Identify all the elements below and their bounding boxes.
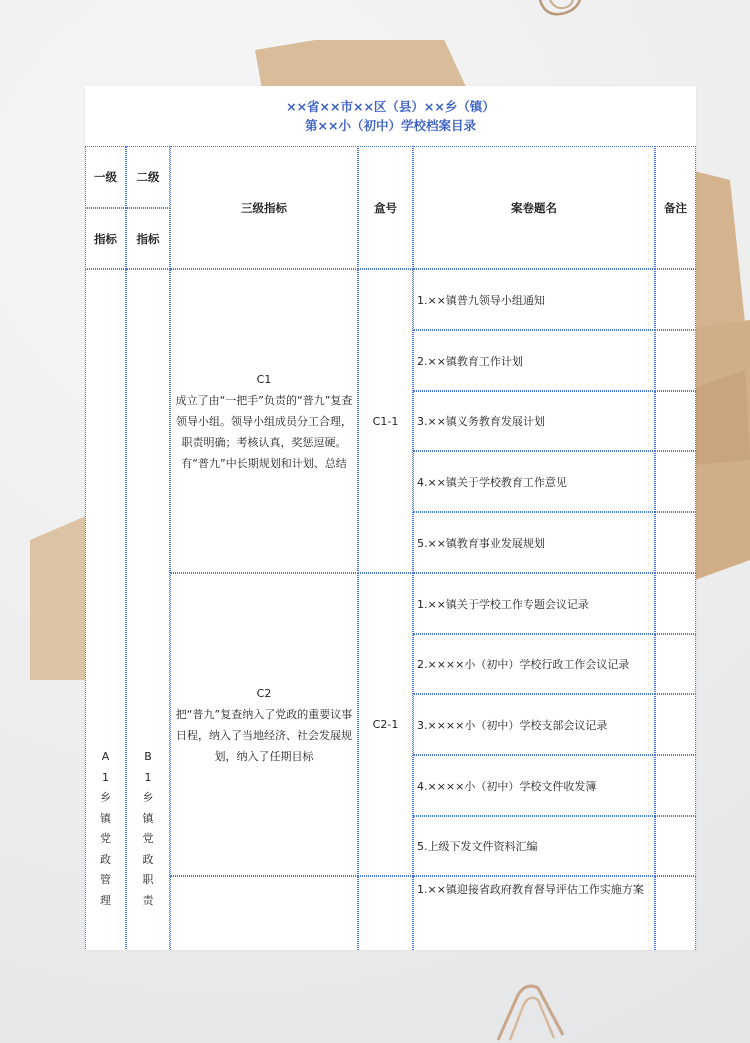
- remarks-cell: [655, 451, 696, 512]
- level1-char: 1: [102, 770, 109, 784]
- box-number-c2: C2-1: [358, 573, 413, 876]
- file-item: 1.××镇迎接省政府教育督导评估工作实施方案: [413, 876, 655, 950]
- binder-clip-top: [535, 0, 595, 20]
- header-file-title: 案卷题名: [413, 146, 655, 269]
- remarks-cell: [655, 573, 696, 634]
- level1-char: 镇: [100, 811, 111, 825]
- box-number-c3: [358, 876, 413, 950]
- level3-indicator-c1: [170, 269, 358, 573]
- level2-char: 乡: [142, 791, 154, 804]
- level2-char: 党: [142, 832, 154, 845]
- file-item: 3.××镇义务教育发展计划: [413, 391, 655, 451]
- header-level2-bottom: 指标: [126, 208, 170, 269]
- title-line-1: ××省××市××区（县）××乡（镇）: [286, 99, 495, 114]
- file-item: 2.××××小（初中）学校行政工作会议记录: [413, 634, 655, 694]
- header-level2-top: 二级: [126, 146, 170, 208]
- file-item: 5.上级下发文件资料汇编: [413, 816, 655, 876]
- archive-catalog-document: [85, 86, 696, 950]
- file-item: 4.××镇关于学校教育工作意见: [413, 451, 655, 512]
- file-item: 5.××镇教育事业发展规划: [413, 512, 655, 573]
- c2-code: C2: [256, 686, 272, 700]
- level1-char: 管: [100, 873, 111, 886]
- level3-indicator-c2: [170, 573, 358, 876]
- level1-indicator-cell: [85, 269, 126, 950]
- level1-char: 乡: [100, 791, 111, 804]
- title-line-2: 第××小（初中）学校档案目录: [305, 118, 476, 133]
- level2-char: B: [144, 750, 152, 763]
- binder-clip-bottom: [488, 980, 578, 1043]
- remarks-cell: [655, 876, 696, 950]
- level2-char: 镇: [142, 811, 154, 825]
- file-item: 1.××镇关于学校工作专题会议记录: [413, 573, 655, 634]
- remarks-cell: [655, 816, 696, 876]
- level3-indicator-c3: [170, 876, 358, 950]
- level1-char: 党: [100, 832, 111, 845]
- level2-char: 1: [144, 770, 152, 784]
- level2-indicator-cell: [126, 269, 170, 950]
- header-level1-top: 一级: [85, 146, 126, 208]
- remarks-cell: [655, 269, 696, 330]
- level2-char: 责: [142, 893, 154, 907]
- level1-char: 理: [100, 893, 111, 907]
- document-title: [85, 86, 696, 146]
- level1-char: A: [101, 750, 110, 763]
- remarks-cell: [655, 512, 696, 573]
- file-item: 4.××××小（初中）学校文件收发簿: [413, 755, 655, 816]
- box-number-c1: C1-1: [358, 269, 413, 573]
- header-remarks: 备注: [655, 146, 696, 269]
- remarks-cell: [655, 330, 696, 391]
- remarks-cell: [655, 634, 696, 694]
- file-item: 1.××镇普九领导小组通知: [413, 269, 655, 330]
- remarks-cell: [655, 755, 696, 816]
- level1-char: 政: [100, 852, 111, 866]
- remarks-cell: [655, 391, 696, 451]
- header-level3: 三级指标: [170, 146, 358, 269]
- remarks-cell: [655, 694, 696, 755]
- file-item: 3.××××小（初中）学校支部会议记录: [413, 694, 655, 755]
- c1-code: C1: [256, 372, 272, 386]
- header-level1-bottom: 指标: [85, 208, 126, 269]
- file-item: 2.××镇教育工作计划: [413, 330, 655, 391]
- level2-char: 政: [142, 852, 154, 866]
- c2-description: 把“普九”复查纳入了党政的重要议事日程，纳入了当地经济、社会发展规划，纳入了任期目标: [175, 707, 353, 763]
- level2-char: 职: [142, 873, 154, 886]
- c1-description: 成立了由“一把手”负责的“普九”复查领导小组。领导小组成员分工合理，职责明确；考核认真，奖惩逗硬。有“普九”中长期规划和计划、总结: [175, 393, 353, 470]
- header-box-number: 盒号: [358, 146, 413, 269]
